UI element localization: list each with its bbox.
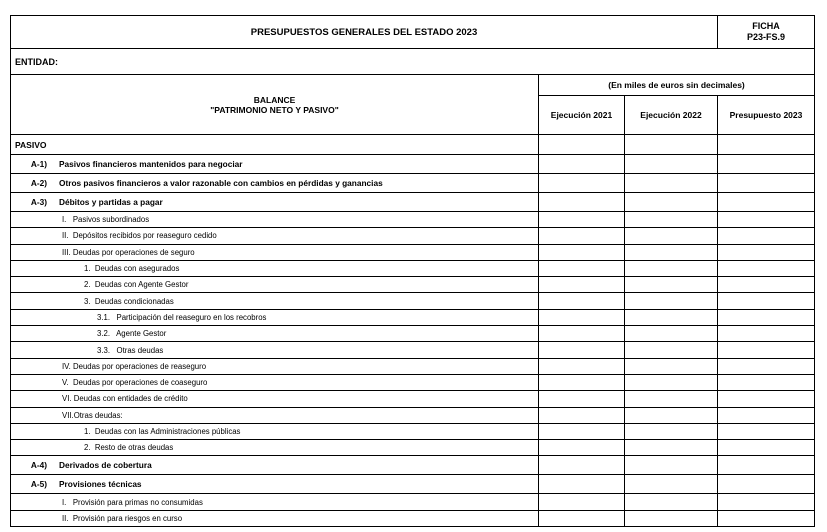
row-label: 3.3. Otras deudas — [97, 345, 164, 355]
table-cell — [625, 193, 718, 212]
budget-sheet — [10, 15, 814, 527]
row-label-cell — [11, 342, 539, 358]
row-label-cell — [11, 391, 539, 407]
col-ejecucion-2021: Ejecución 2021 — [539, 96, 625, 135]
table-cell — [718, 407, 815, 423]
table-row — [11, 174, 815, 193]
table-cell — [625, 494, 718, 510]
table-cell — [539, 326, 625, 342]
table-cell — [718, 309, 815, 325]
table-cell — [718, 423, 815, 439]
table-cell — [625, 342, 718, 358]
entidad-row — [11, 49, 815, 75]
row-label: 2. Resto de otras deudas — [84, 443, 174, 453]
table-row — [11, 212, 815, 228]
row-label-cell — [11, 494, 539, 510]
table-cell — [718, 193, 815, 212]
table-cell — [718, 228, 815, 244]
table-cell — [539, 293, 625, 309]
table-cell — [718, 135, 815, 155]
row-label: V. Deudas por operaciones de coaseguro — [62, 378, 208, 388]
column-group-row — [11, 75, 815, 96]
row-label-cell — [11, 293, 539, 309]
table-cell — [539, 260, 625, 276]
section-label: PASIVO — [11, 135, 539, 155]
row-label: I. Pasivos subordinados — [62, 215, 150, 225]
table-cell — [539, 475, 625, 494]
balance-heading — [11, 75, 539, 135]
row-label: 3.2. Agente Gestor — [97, 329, 167, 339]
balance-subtitle: "PATRIMONIO NETO Y PASIVO" — [210, 104, 339, 115]
table-row — [11, 440, 815, 456]
row-label: 3.1. Participación del reaseguro en los recobros — [97, 312, 267, 322]
table-cell — [539, 155, 625, 174]
table-cell — [718, 155, 815, 174]
table-cell — [625, 212, 718, 228]
table-row — [11, 407, 815, 423]
row-code: A-2) — [30, 178, 47, 188]
ficha-label: FICHA — [752, 21, 780, 31]
table-cell — [539, 212, 625, 228]
table-row — [11, 456, 815, 475]
table-cell — [718, 358, 815, 374]
table-row — [11, 423, 815, 439]
table-cell — [539, 440, 625, 456]
table-cell — [625, 277, 718, 293]
row-label-cell — [11, 260, 539, 276]
row-label: VII.Otras deudas: — [62, 410, 123, 420]
row-label-cell — [11, 440, 539, 456]
table-cell — [539, 174, 625, 193]
table-cell — [625, 423, 718, 439]
table-cell — [718, 494, 815, 510]
table-cell — [539, 374, 625, 390]
table-cell — [625, 456, 718, 475]
table-cell — [625, 440, 718, 456]
header-row — [11, 16, 815, 49]
table-cell — [718, 440, 815, 456]
table-row — [11, 326, 815, 342]
table-cell — [718, 260, 815, 276]
table-cell — [718, 244, 815, 260]
table-cell — [718, 475, 815, 494]
table-row — [11, 342, 815, 358]
row-label-cell — [11, 309, 539, 325]
row-code: A-5) — [30, 479, 47, 490]
row-label: IV. Deudas por operaciones de reaseguro — [62, 361, 207, 371]
balance-table — [10, 15, 815, 527]
table-row — [11, 391, 815, 407]
table-cell — [718, 174, 815, 193]
row-label: 1. Deudas con las Administraciones públicas — [84, 427, 241, 436]
table-cell — [625, 391, 718, 407]
table-row — [11, 155, 815, 174]
table-cell — [718, 374, 815, 390]
table-cell — [539, 423, 625, 439]
table-cell — [718, 456, 815, 475]
table-cell — [625, 174, 718, 193]
table-cell — [539, 456, 625, 475]
table-cell — [625, 374, 718, 390]
table-cell — [625, 407, 718, 423]
row-label-cell — [11, 228, 539, 244]
col-ejecucion-2022: Ejecución 2022 — [625, 96, 718, 135]
table-cell — [718, 293, 815, 309]
units-note: (En miles de euros sin decimales) — [539, 75, 815, 96]
row-label-cell — [11, 456, 539, 475]
row-label: Derivados de cobertura — [59, 460, 152, 471]
table-cell — [539, 193, 625, 212]
table-row — [11, 475, 815, 494]
table-cell — [718, 326, 815, 342]
table-cell — [625, 475, 718, 494]
row-label: 3. Deudas condicionadas — [84, 296, 174, 306]
row-label: Provisiones técnicas — [59, 479, 142, 490]
table-row — [11, 244, 815, 260]
row-code: A-1) — [30, 159, 47, 169]
row-label: III. Deudas por operaciones de seguro — [62, 247, 195, 257]
row-label: Otros pasivos financieros a valor razonable con cambios en pérdidas y ganancias — [59, 178, 383, 188]
table-cell — [625, 326, 718, 342]
table-cell — [539, 407, 625, 423]
table-cell — [539, 342, 625, 358]
row-label-cell — [11, 326, 539, 342]
row-label-cell — [11, 510, 539, 526]
table-row — [11, 228, 815, 244]
table-cell — [625, 135, 718, 155]
table-cell — [625, 358, 718, 374]
table-cell — [539, 494, 625, 510]
row-label-cell — [11, 244, 539, 260]
table-row — [11, 309, 815, 325]
row-label-cell — [11, 277, 539, 293]
row-code: A-4) — [30, 460, 47, 471]
table-cell — [539, 244, 625, 260]
row-label: I. Provisión para primas no consumidas — [62, 497, 203, 507]
row-label: Pasivos financieros mantenidos para negociar — [59, 159, 243, 169]
table-row — [11, 510, 815, 526]
ficha-code — [718, 16, 815, 49]
row-label-cell — [11, 358, 539, 374]
table-row — [11, 260, 815, 276]
row-label: II. Depósitos recibidos por reaseguro cedido — [62, 231, 217, 241]
table-row — [11, 193, 815, 212]
table-cell — [718, 277, 815, 293]
table-cell — [625, 309, 718, 325]
table-cell — [539, 135, 625, 155]
table-cell — [718, 342, 815, 358]
table-cell — [718, 510, 815, 526]
row-label-cell — [11, 212, 539, 228]
row-label-cell — [11, 475, 539, 494]
ficha-number: P23-FS.9 — [746, 32, 786, 42]
table-cell — [625, 155, 718, 174]
section-row — [11, 135, 815, 155]
table-cell — [718, 391, 815, 407]
row-label: 1. Deudas con asegurados — [84, 264, 180, 274]
row-label: Débitos y partidas a pagar — [59, 197, 163, 207]
row-label-cell — [11, 174, 539, 193]
row-label-cell — [11, 155, 539, 174]
row-label: II. Provisión para riesgos en curso — [62, 513, 183, 523]
table-cell — [625, 244, 718, 260]
col-presupuesto-2023: Presupuesto 2023 — [718, 96, 815, 135]
table-cell — [625, 228, 718, 244]
row-code: A-3) — [30, 197, 47, 207]
table-cell — [539, 358, 625, 374]
table-cell — [625, 260, 718, 276]
row-label-cell — [11, 193, 539, 212]
table-row — [11, 494, 815, 510]
table-cell — [625, 510, 718, 526]
table-row — [11, 277, 815, 293]
table-cell — [539, 391, 625, 407]
table-row — [11, 374, 815, 390]
table-cell — [539, 309, 625, 325]
table-cell — [718, 212, 815, 228]
balance-title: BALANCE — [253, 94, 296, 105]
document-title: PRESUPUESTOS GENERALES DEL ESTADO 2023 — [11, 16, 718, 49]
row-label-cell — [11, 423, 539, 439]
table-cell — [539, 228, 625, 244]
table-row — [11, 358, 815, 374]
row-label-cell — [11, 374, 539, 390]
row-label: 2. Deudas con Agente Gestor — [84, 280, 189, 290]
row-label-cell — [11, 407, 539, 423]
entidad-label: ENTIDAD: — [11, 49, 815, 75]
row-label: VI. Deudas con entidades de crédito — [62, 394, 188, 404]
table-cell — [539, 277, 625, 293]
table-row — [11, 293, 815, 309]
table-cell — [625, 293, 718, 309]
table-cell — [539, 510, 625, 526]
